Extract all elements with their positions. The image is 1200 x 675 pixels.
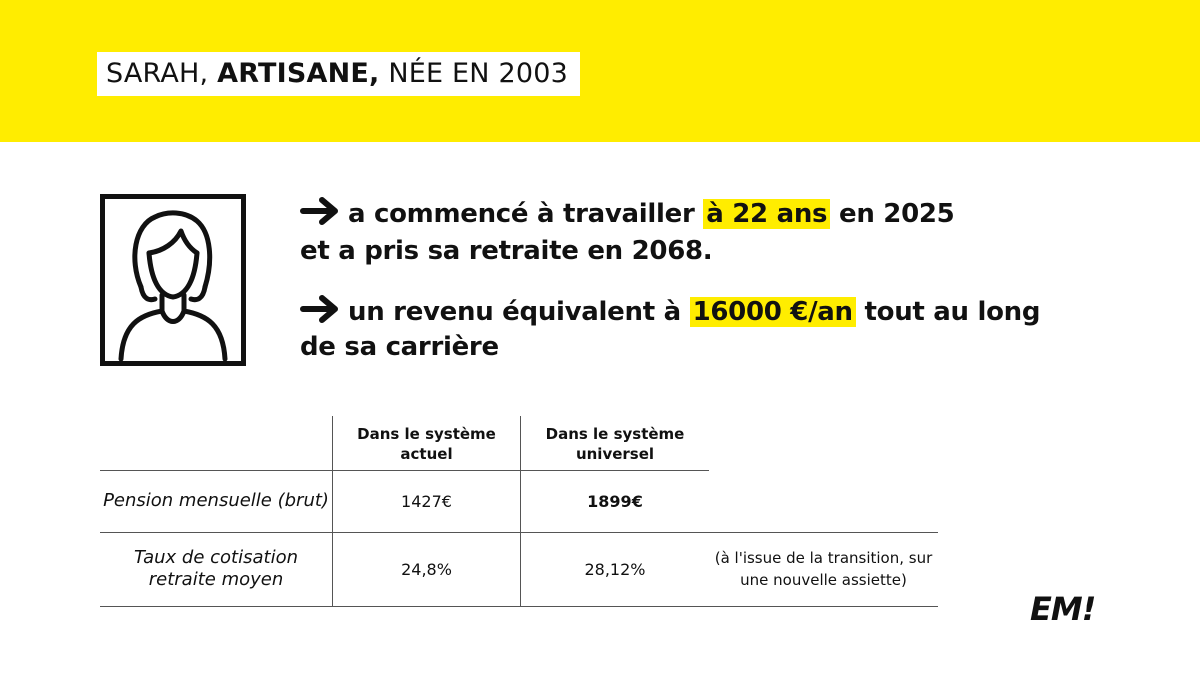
page-title	[97, 52, 580, 96]
table-row	[100, 532, 938, 606]
taux-note: (à l'issue de la transition, sur une nouvelle assiette)	[709, 532, 938, 606]
fact-1-text: a commencé à travailler	[348, 199, 695, 229]
fact-1-line-1	[300, 196, 954, 229]
header-actuel: Dans le système actuel	[333, 416, 521, 470]
pension-comparison-table	[100, 416, 938, 607]
table-row	[100, 470, 938, 532]
title-profession: ARTISANE,	[217, 58, 380, 89]
header-universel: Dans le système universel	[521, 416, 710, 470]
fact-2-after: tout au long	[864, 297, 1041, 327]
row-label-pension: Pension mensuelle (brut)	[100, 470, 333, 532]
table-corner	[100, 416, 333, 470]
pension-actuel: 1427€	[333, 470, 521, 532]
row-label-taux: Taux de cotisation retraite moyen	[100, 532, 333, 606]
fact-2-line-2: de sa carrière	[300, 332, 499, 362]
fact-2-text: un revenu équivalent à	[348, 297, 681, 327]
title-name: SARAH,	[106, 58, 209, 89]
fact-2-highlight: 16000 €/an	[690, 297, 856, 327]
table-header-row	[100, 416, 938, 470]
woman-portrait-icon	[100, 194, 246, 366]
pension-note	[709, 470, 938, 532]
taux-universel: 28,12%	[521, 532, 710, 606]
right-arrow-icon	[300, 294, 340, 324]
taux-actuel: 24,8%	[333, 532, 521, 606]
fact-1-line-2: et a pris sa retraite en 2068.	[300, 236, 713, 266]
fact-2-line-1	[300, 294, 1040, 327]
pension-universel: 1899€	[521, 470, 710, 532]
fact-1-highlight: à 22 ans	[703, 199, 830, 229]
title-birth: NÉE EN 2003	[388, 58, 568, 89]
em-logo: EM!	[1030, 590, 1096, 628]
right-arrow-icon	[300, 196, 340, 226]
fact-1-after: en 2025	[838, 199, 955, 229]
